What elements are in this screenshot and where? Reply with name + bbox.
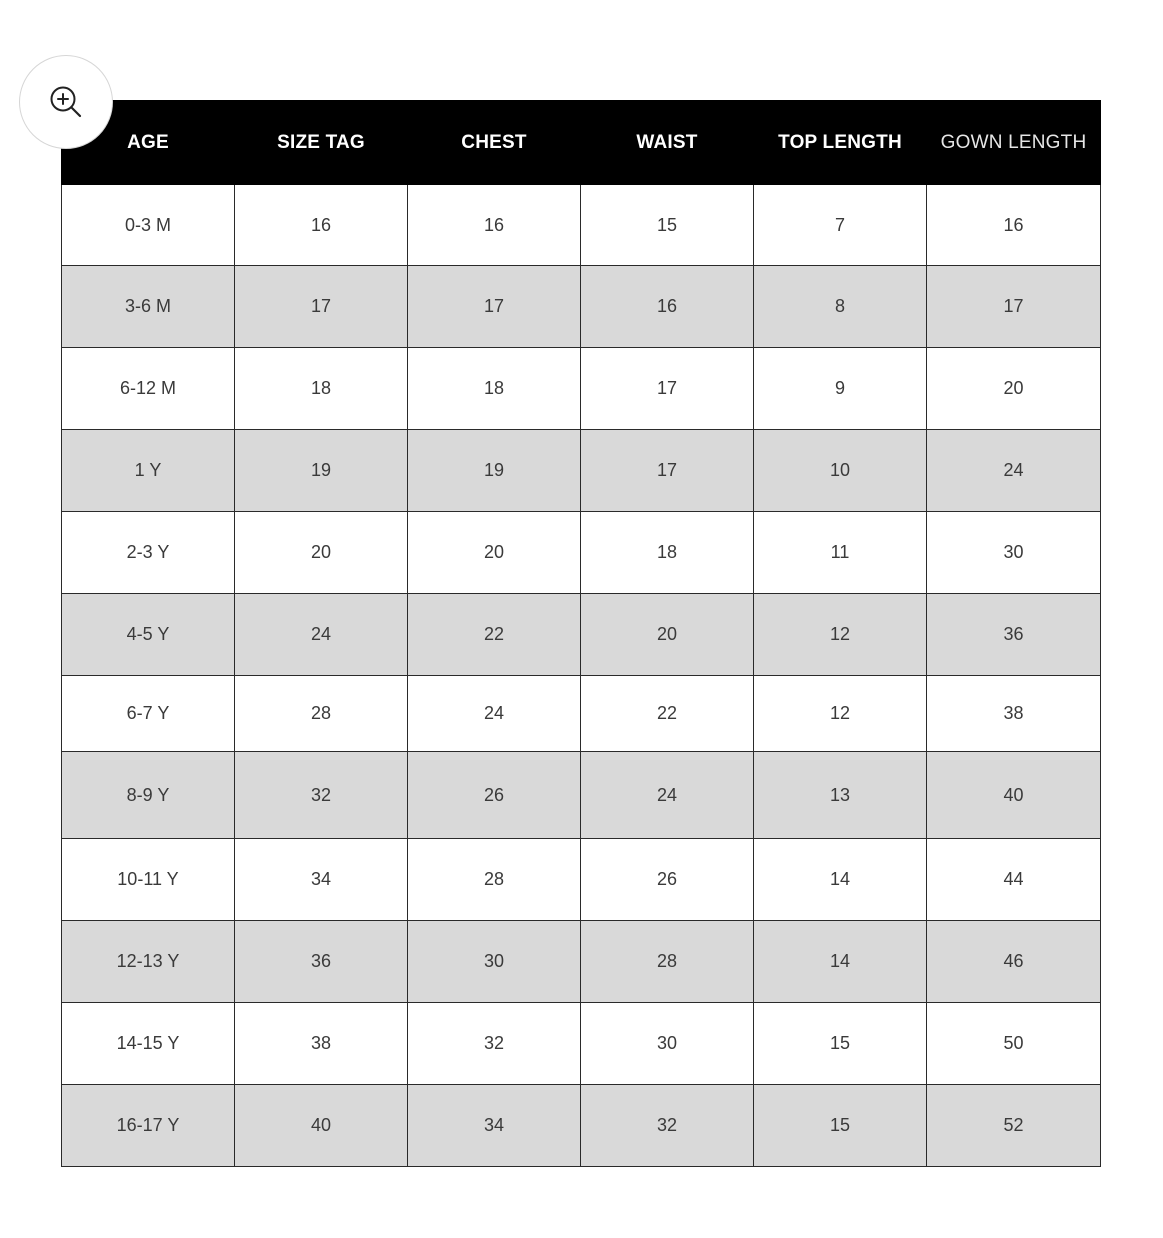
- cell-age: 2-3 Y: [62, 512, 235, 594]
- cell-age: 16-17 Y: [62, 1085, 235, 1167]
- size-chart-table: [61, 100, 1101, 1167]
- cell-chest: 24: [408, 676, 581, 752]
- cell-size-tag: 20: [235, 512, 408, 594]
- cell-gown-length: 40: [927, 752, 1101, 839]
- cell-top-length: 15: [754, 1003, 927, 1085]
- cell-age: 8-9 Y: [62, 752, 235, 839]
- table-header-row: [62, 101, 1101, 185]
- cell-chest: 22: [408, 594, 581, 676]
- cell-top-length: 12: [754, 594, 927, 676]
- cell-age: 0-3 M: [62, 185, 235, 266]
- cell-size-tag: 17: [235, 266, 408, 348]
- cell-chest: 34: [408, 1085, 581, 1167]
- cell-waist: 17: [581, 430, 754, 512]
- cell-chest: 32: [408, 1003, 581, 1085]
- cell-gown-length: 16: [927, 185, 1101, 266]
- cell-top-length: 12: [754, 676, 927, 752]
- cell-waist: 26: [581, 839, 754, 921]
- header-gown-length: GOWN LENGTH: [927, 101, 1101, 185]
- cell-gown-length: 20: [927, 348, 1101, 430]
- cell-chest: 17: [408, 266, 581, 348]
- cell-waist: 16: [581, 266, 754, 348]
- cell-waist: 32: [581, 1085, 754, 1167]
- header-waist: WAIST: [581, 101, 754, 185]
- cell-age: 12-13 Y: [62, 921, 235, 1003]
- cell-size-tag: 19: [235, 430, 408, 512]
- cell-waist: 30: [581, 1003, 754, 1085]
- table-row: [62, 676, 1101, 752]
- cell-size-tag: 32: [235, 752, 408, 839]
- table-row: [62, 430, 1101, 512]
- cell-waist: 20: [581, 594, 754, 676]
- cell-age: 3-6 M: [62, 266, 235, 348]
- cell-gown-length: 52: [927, 1085, 1101, 1167]
- table-row: [62, 594, 1101, 676]
- header-top-length: TOP LENGTH: [754, 101, 927, 185]
- cell-gown-length: 36: [927, 594, 1101, 676]
- cell-gown-length: 17: [927, 266, 1101, 348]
- table-row: [62, 512, 1101, 594]
- cell-age: 6-7 Y: [62, 676, 235, 752]
- cell-size-tag: 38: [235, 1003, 408, 1085]
- cell-top-length: 8: [754, 266, 927, 348]
- table-row: [62, 839, 1101, 921]
- cell-age: 4-5 Y: [62, 594, 235, 676]
- cell-waist: 18: [581, 512, 754, 594]
- cell-chest: 19: [408, 430, 581, 512]
- cell-size-tag: 24: [235, 594, 408, 676]
- cell-top-length: 14: [754, 921, 927, 1003]
- cell-chest: 20: [408, 512, 581, 594]
- cell-top-length: 13: [754, 752, 927, 839]
- cell-size-tag: 34: [235, 839, 408, 921]
- cell-size-tag: 18: [235, 348, 408, 430]
- cell-chest: 28: [408, 839, 581, 921]
- cell-age: 1 Y: [62, 430, 235, 512]
- header-size-tag: SIZE TAG: [235, 101, 408, 185]
- zoom-button[interactable]: [19, 55, 113, 149]
- zoom-in-icon: [46, 82, 86, 122]
- table-body: [62, 185, 1101, 1167]
- cell-chest: 26: [408, 752, 581, 839]
- cell-waist: 28: [581, 921, 754, 1003]
- cell-top-length: 11: [754, 512, 927, 594]
- table-row: [62, 1003, 1101, 1085]
- cell-chest: 18: [408, 348, 581, 430]
- cell-age: 6-12 M: [62, 348, 235, 430]
- cell-waist: 22: [581, 676, 754, 752]
- cell-size-tag: 36: [235, 921, 408, 1003]
- cell-age: 10-11 Y: [62, 839, 235, 921]
- cell-size-tag: 28: [235, 676, 408, 752]
- cell-top-length: 10: [754, 430, 927, 512]
- table-row: [62, 348, 1101, 430]
- cell-top-length: 15: [754, 1085, 927, 1167]
- cell-chest: 30: [408, 921, 581, 1003]
- cell-gown-length: 38: [927, 676, 1101, 752]
- table-row: [62, 921, 1101, 1003]
- cell-top-length: 14: [754, 839, 927, 921]
- cell-age: 14-15 Y: [62, 1003, 235, 1085]
- cell-top-length: 7: [754, 185, 927, 266]
- cell-gown-length: 50: [927, 1003, 1101, 1085]
- cell-size-tag: 16: [235, 185, 408, 266]
- cell-top-length: 9: [754, 348, 927, 430]
- cell-gown-length: 30: [927, 512, 1101, 594]
- cell-gown-length: 46: [927, 921, 1101, 1003]
- table-row: [62, 752, 1101, 839]
- cell-waist: 17: [581, 348, 754, 430]
- cell-gown-length: 24: [927, 430, 1101, 512]
- cell-waist: 15: [581, 185, 754, 266]
- header-chest: CHEST: [408, 101, 581, 185]
- cell-size-tag: 40: [235, 1085, 408, 1167]
- cell-chest: 16: [408, 185, 581, 266]
- header-age: AGE: [62, 101, 235, 185]
- table-row: [62, 266, 1101, 348]
- cell-waist: 24: [581, 752, 754, 839]
- cell-gown-length: 44: [927, 839, 1101, 921]
- table-row: [62, 185, 1101, 266]
- table-row: [62, 1085, 1101, 1167]
